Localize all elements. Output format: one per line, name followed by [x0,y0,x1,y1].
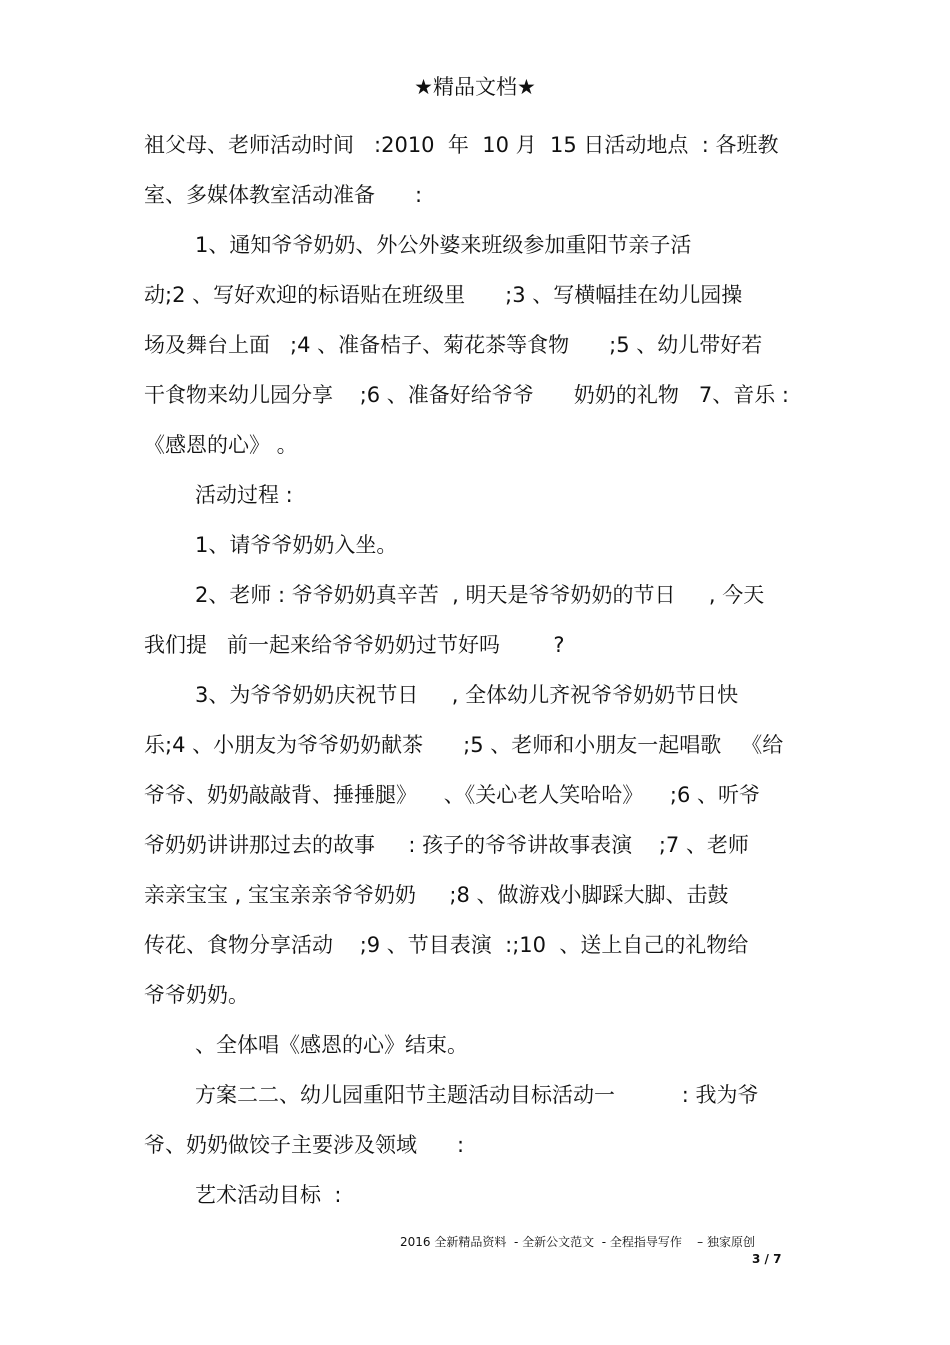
text-line: 爷奶奶讲讲那过去的故事 : 孩子的爷爷讲故事表演 ;7 、老师 [144,833,749,857]
text-line: 亲亲宝宝 , 宝宝亲亲爷爷奶奶 ;8 、做游戏小脚踩大脚、击鼓 [144,883,729,907]
text-line: 场及舞台上面 ;4 、准备桔子、菊花茶等食物 ;5 、幼儿带好若 [144,333,763,357]
text-line: 传花、食物分享活动 ;9 、节目表演 :;10 、送上自己的礼物给 [144,933,749,957]
text-line: 方案二二、幼儿园重阳节主题活动目标活动一 : 我为爷 [195,1083,759,1107]
text-line: 、全体唱《感恩的心》结束。 [195,1033,468,1057]
text-line: 祖父母、老师活动时间 :2010 年 10 月 15 日活动地点 : 各班教 [144,133,779,157]
text-line: 活动过程 : [195,483,293,507]
text-line: 爷、奶奶做饺子主要涉及领域 : [144,1133,465,1157]
text-line: 乐;4 、小朋友为爷爷奶奶献茶 ;5 、老师和小朋友一起唱歌 《给 [144,733,784,757]
text-line: 我们提 前一起来给爷爷奶奶过节好吗 ? [144,633,565,657]
text-line: 1、通知爷爷奶奶、外公外婆来班级参加重阳节亲子活 [195,233,692,257]
document-body [144,120,809,1220]
text-line: 干食物来幼儿园分享 ;6 、准备好给爷爷 奶奶的礼物 7、音乐 : [144,383,789,407]
text-line: 2、老师 : 爷爷奶奶真辛苦 , 明天是爷爷奶奶的节日 , 今天 [195,583,765,607]
text-line: 爷爷、奶奶敲敲背、捶捶腿》 、《关心老人笑哈哈》 ;6 、听爷 [144,783,761,807]
page-footer: 2016 全新精品资料 - 全新公文范文 - 全程指导写作 – 独家原创 [400,1235,755,1249]
text-line: 《感恩的心》 。 [144,433,298,457]
text-line: 爷爷奶奶。 [144,983,249,1007]
page-number: 3 / 7 [752,1252,782,1266]
text-line: 1、请爷爷奶奶入坐。 [195,533,398,557]
text-line: 艺术活动目标 : [195,1183,342,1207]
text-line: 室、多媒体教室活动准备 : [144,183,423,207]
text-line: 3、为爷爷奶奶庆祝节日 , 全体幼儿齐祝爷爷奶奶节日快 [195,683,739,707]
page-header: ★精品文档★ [414,75,536,99]
text-line: 动;2 、写好欢迎的标语贴在班级里 ;3 、写横幅挂在幼儿园操 [144,283,743,307]
